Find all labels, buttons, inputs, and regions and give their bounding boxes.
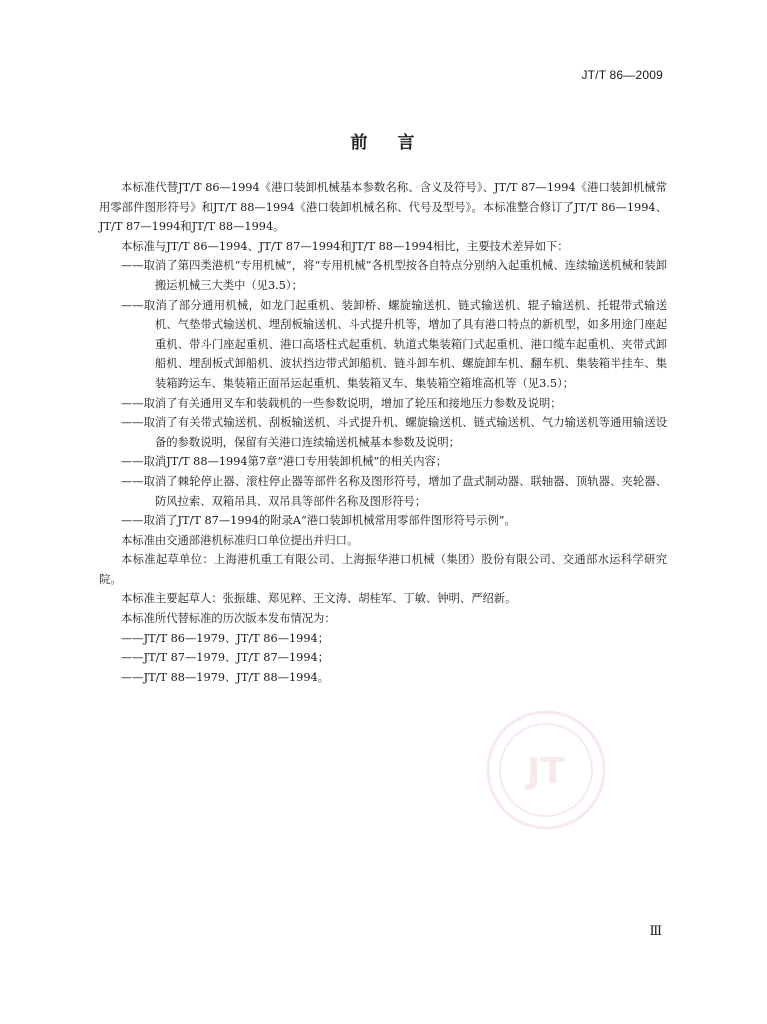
title-char-2: 言 xyxy=(397,133,417,153)
standard-number: JT/T 86—2009 xyxy=(581,68,663,82)
history-item: ——JT/T 86—1979、JT/T 86—1994； xyxy=(121,631,330,645)
closing-paragraph: 本标准由交通部港机标准归口单位提出并归口。 xyxy=(121,533,359,547)
difference-item: ——取消了JT/T 87—1994的附录A“港口装卸机械常用零部件图形符号示例”。 xyxy=(121,514,516,528)
svg-text:JT: JT xyxy=(527,751,565,792)
difference-item: ——取消了有关带式输送机、刮板输送机、斗式提升机、螺旋输送机、链式输送机、气力输送机等通用输送设备的参数说明，保留有关港口连续输送机械基本参数及说明； xyxy=(121,416,667,449)
intro-paragraph: 本标准与JT/T 86—1994、JT/T 87—1994和JT/T 88—1994相比，主要技术差异如下： xyxy=(121,239,569,253)
jt-logo-watermark xyxy=(484,708,608,832)
difference-item: ——取消了棘轮停止器、滚柱停止器等部件名称及图形符号，增加了盘式制动器、联轴器、顶轨器、夹轮器、防风拉索、双箱吊具、双吊具等部件名称及图形符号； xyxy=(121,474,667,508)
difference-item: ——取消了部分通用机械，如龙门起重机、装卸桥、螺旋输送机、链式输送机、辊子输送机、托辊带式输送机、气垫带式输送机、埋刮板输送机、斗式提升机等，增加了具有港口特点的新机型，如多用途门座起重机、带斗门座起重机、港口高塔柱式起重机、轨道式集装箱门式起重机、港口缆车起重机、夹带式卸船机、埋刮板式卸船机、波状挡边带式卸船机、链斗卸车机、螺旋卸车机、翻车机、集装箱半挂车、集装箱跨运车、集装箱正面吊运起重机、集装箱叉车、集装箱空箱堆高机等（见3.5）； xyxy=(121,298,667,390)
page-title xyxy=(0,128,767,153)
history-item: ——JT/T 88—1979、JT/T 88—1994。 xyxy=(121,670,330,684)
difference-item: ——取消JT/T 88—1994第7章“港口专用装卸机械”的相关内容； xyxy=(121,455,448,469)
closing-paragraph: 本标准所代替标准的历次版本发布情况为： xyxy=(121,612,336,626)
history-item: ——JT/T 87—1979、JT/T 87—1994； xyxy=(121,651,330,665)
closing-paragraph: 本标准起草单位：上海港机重工有限公司、上海振华港口机械（集团）股份有限公司、交通部水运科学研究院。 xyxy=(99,553,667,586)
difference-item: ——取消了第四类港机“专用机械”，将“专用机械”各机型按各自特点分别纳入起重机械、连续输送机械和装卸搬运机械三大类中（见3.5）； xyxy=(121,259,667,292)
difference-item: ——取消了有关通用叉车和装载机的一些参数说明，增加了轮压和接地压力参数及说明； xyxy=(121,396,562,410)
title-char-1: 前 xyxy=(350,133,370,153)
closing-paragraph: 本标准主要起草人：张振雄、郑见粹、王文涛、胡桂军、丁敏、钟明、严绍新。 xyxy=(121,592,517,606)
foreword-body xyxy=(99,178,667,687)
page-number: Ⅲ xyxy=(649,924,662,939)
intro-paragraph: 本标准代替JT/T 86—1994《港口装卸机械基本参数名称、含义及符号》、JT/T 87—1994《港口装卸机械常用零部件图形符号》和JT/T 88—1994《港口装卸机械名称、代号及型号》。本标准整合修订了JT/T 86—1994、JT/T 87—1994和JT/T 88—1994。 xyxy=(99,181,667,234)
